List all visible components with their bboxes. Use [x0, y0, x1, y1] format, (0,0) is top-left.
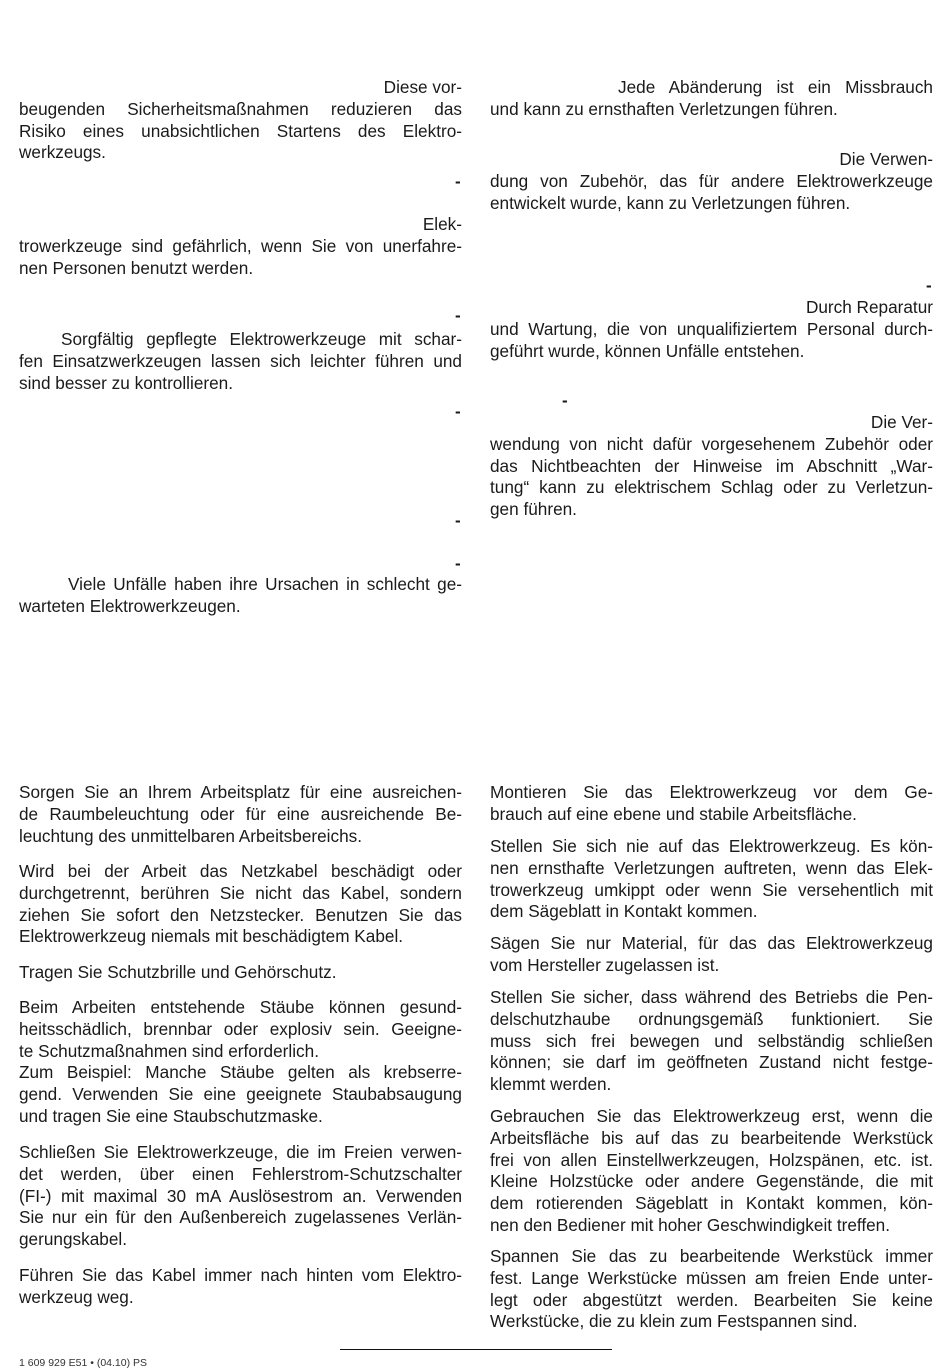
text-line: te Schutzmaßnahmen sind erforderlich.	[19, 1040, 319, 1061]
dash-marker: -	[455, 511, 461, 530]
text-line: gerungskabel.	[19, 1229, 127, 1250]
dash-marker: -	[562, 391, 568, 410]
dash-marker: -	[926, 276, 932, 295]
text-line: trowerkzeuge sind gefährlich, wenn Sie von unerfahre-	[19, 235, 462, 256]
text-line: und tragen Sie eine Staubschutzmaske.	[19, 1105, 323, 1126]
text-line: Stellen Sie sich nie auf das Elektrowerkzeug. Es kön-	[490, 836, 933, 856]
paragraph-damaged-cable	[19, 861, 462, 948]
text-line: nen Personen benutzt werden.	[19, 257, 254, 278]
text-line: gend. Verwenden Sie eine geeignete Staubabsaugung	[19, 1084, 462, 1105]
paragraph-repair-service	[490, 297, 933, 362]
text-line: Durch Reparatur	[805, 297, 933, 317]
text-line: muss sich frei bewegen und selbständig schließen	[490, 1030, 933, 1051]
paragraph-lighting	[19, 782, 462, 847]
paragraph-maintained-tools	[19, 329, 462, 394]
text-line: werkzeugs.	[19, 142, 106, 163]
text-line: fen Einsatzwerkzeugen lassen sich leichter führen und	[19, 350, 462, 371]
text-line: Stellen Sie sicher, dass während des Betriebs die Pen-	[490, 987, 933, 1007]
paragraph-clear-work-surface	[490, 1106, 933, 1237]
text-line: Spannen Sie das zu bearbeitende Werkstück immer	[490, 1246, 933, 1266]
text-line: Diese vor-	[383, 77, 462, 97]
text-line: nen ernsthafte Verletzungen auftreten, wenn das Elek-	[490, 857, 933, 878]
dash-marker: -	[455, 402, 461, 421]
text-line: Sägen Sie nur Material, für das das Elektrowerkzeug	[490, 933, 933, 953]
text-line: brauch auf eine ebene und stabile Arbeitsfläche.	[490, 803, 857, 824]
text-line: Arbeitsfläche bis auf das zu bearbeitende Werkstück	[490, 1127, 933, 1148]
text-line: entwickelt wurde, kann zu Verletzungen führen.	[490, 192, 851, 213]
footer-doc-number: 1 609 929 E51 • (04.10) PS	[19, 1357, 148, 1369]
text-line: beugenden Sicherheitsmaßnahmen reduzieren das	[19, 98, 462, 119]
dash-marker: -	[455, 306, 461, 325]
paragraph-pendulum-guard	[490, 987, 933, 1096]
paragraph-other-accessories	[490, 149, 933, 214]
text-line: durchgetrennt, berühren Sie nicht das Kabel, sondern	[19, 882, 462, 903]
text-line: Viele Unfälle haben ihre Ursachen in schlecht ge-	[68, 574, 462, 594]
text-line: legt oder abgestützt werden. Bearbeiten Sie keine	[490, 1289, 933, 1310]
dash-marker: -	[455, 554, 461, 573]
text-line: Montieren Sie das Elektrowerkzeug vor dem Ge-	[490, 782, 933, 802]
footer-rule	[340, 1349, 612, 1350]
text-line: können; sie darf im geöffneten Zustand nicht festge-	[490, 1052, 933, 1073]
text-line: leuchtung des unmittelbaren Arbeitsbereichs.	[19, 825, 363, 846]
text-line: wendung von nicht dafür vorgesehenem Zubehör oder	[490, 433, 933, 454]
text-line: und Wartung, die von unqualifiziertem Personal durch-	[490, 318, 933, 339]
text-line: ziehen Sie sofort den Netzstecker. Benutzen Sie das	[19, 904, 462, 925]
text-line: Führen Sie das Kabel immer nach hinten vom Elektro-	[19, 1265, 462, 1285]
paragraph-mounting	[490, 782, 933, 826]
paragraph-poorly-maintained	[19, 574, 462, 618]
text-line: Tragen Sie Schutzbrille und Gehörschutz.	[19, 962, 337, 982]
paragraph-unintended-accessories	[490, 412, 933, 521]
paragraph-modification-misuse	[490, 77, 933, 121]
text-line: Kleine Holzstücke oder andere Gegenstände, die mit	[490, 1171, 933, 1192]
text-line: und kann zu ernsthaften Verletzungen führen.	[490, 98, 838, 119]
text-line: dem rotierenden Sägeblatt in Kontakt kommen, kön-	[490, 1193, 933, 1214]
text-line: trowerkzeug umkippt oder wenn Sie versehentlich mit	[490, 879, 933, 900]
text-line: Jede Abänderung ist ein Missbrauch	[618, 77, 933, 97]
text-line: fest. Lange Werkstücke müssen am freien Ende unter-	[490, 1267, 933, 1288]
text-line: sind besser zu kontrollieren.	[19, 372, 233, 393]
text-line: Sorgfältig gepflegte Elektrowerkzeuge mit schar-	[61, 329, 462, 349]
text-line: Risiko eines unabsichtlichen Startens des Elektro-	[19, 120, 462, 141]
text-line: heitsschädlich, brennbar oder explosiv sein. Geeigne-	[19, 1018, 462, 1039]
text-line: Sorgen Sie an Ihrem Arbeitsplatz für eine ausreichen-	[19, 782, 462, 802]
paragraph-protective-gear	[19, 962, 462, 984]
text-line: de Raumbeleuchtung oder für eine ausreichende Be-	[19, 803, 462, 824]
text-line: vom Hersteller zugelassen ist.	[490, 954, 720, 975]
paragraph-clamp-workpiece	[490, 1246, 933, 1333]
text-line: Elektrowerkzeug niemals mit beschädigtem Kabel.	[19, 926, 404, 947]
text-line: geführt wurde, können Unfälle entstehen.	[490, 340, 805, 361]
text-line: dung von Zubehör, das für andere Elektrowerkzeuge	[490, 170, 933, 191]
text-line: Zum Beispiel: Manche Stäube gelten als krebserre-	[19, 1062, 462, 1083]
text-line: det werden, über einen Fehlerstrom-Schutzschalter	[19, 1163, 462, 1184]
text-line: Beim Arbeiten entstehende Stäube können gesund-	[19, 997, 462, 1017]
text-line: gen führen.	[490, 499, 577, 520]
text-line: frei von allen Einstellwerkzeugen, Holzspänen, etc. ist.	[490, 1149, 933, 1170]
text-line: warteten Elektrowerkzeugen.	[19, 595, 241, 616]
text-line: klemmt werden.	[490, 1074, 612, 1095]
paragraph-cable-routing	[19, 1265, 462, 1309]
text-line: (FI-) mit maximal 30 mA Auslösestrom an. Verwenden	[19, 1185, 462, 1206]
paragraph-outdoor-rcd	[19, 1142, 462, 1251]
text-line: das Nichtbeachten der Hinweise im Abschnitt „War-	[490, 455, 933, 476]
text-line: Gebrauchen Sie das Elektrowerkzeug erst, wenn die	[490, 1106, 933, 1126]
text-line: dem Sägeblatt in Kontakt kommen.	[490, 901, 758, 922]
text-line: delschutzhaube ordnungsgemäß funktioniert. Sie	[490, 1008, 933, 1029]
text-line: Schließen Sie Elektrowerkzeuge, die im Freien verwen-	[19, 1142, 462, 1162]
text-line: Elek-	[422, 214, 462, 234]
text-line: Die Verwen-	[839, 149, 933, 169]
text-line: nen den Bediener mit hoher Geschwindigkeit treffen.	[490, 1214, 891, 1235]
text-line: tung“ kann zu elektrischem Schlag oder zu Verletzun-	[490, 477, 933, 498]
text-line: Wird bei der Arbeit das Netzkabel beschädigt oder	[19, 861, 462, 881]
text-line: Werkstücke, die zu klein zum Festspannen sind.	[490, 1311, 858, 1332]
paragraph-dust	[19, 997, 462, 1128]
paragraph-prevent-accidental-start	[19, 77, 462, 164]
paragraph-inexperienced-users	[19, 214, 462, 279]
text-line: Die Ver-	[870, 412, 933, 432]
paragraph-approved-material	[490, 933, 933, 977]
paragraph-do-not-stand	[490, 836, 933, 923]
dash-marker: -	[455, 172, 461, 191]
text-line: Sie nur ein für den Außenbereich zugelassenes Verlän-	[19, 1207, 462, 1228]
text-line: werkzeug weg.	[19, 1286, 134, 1307]
